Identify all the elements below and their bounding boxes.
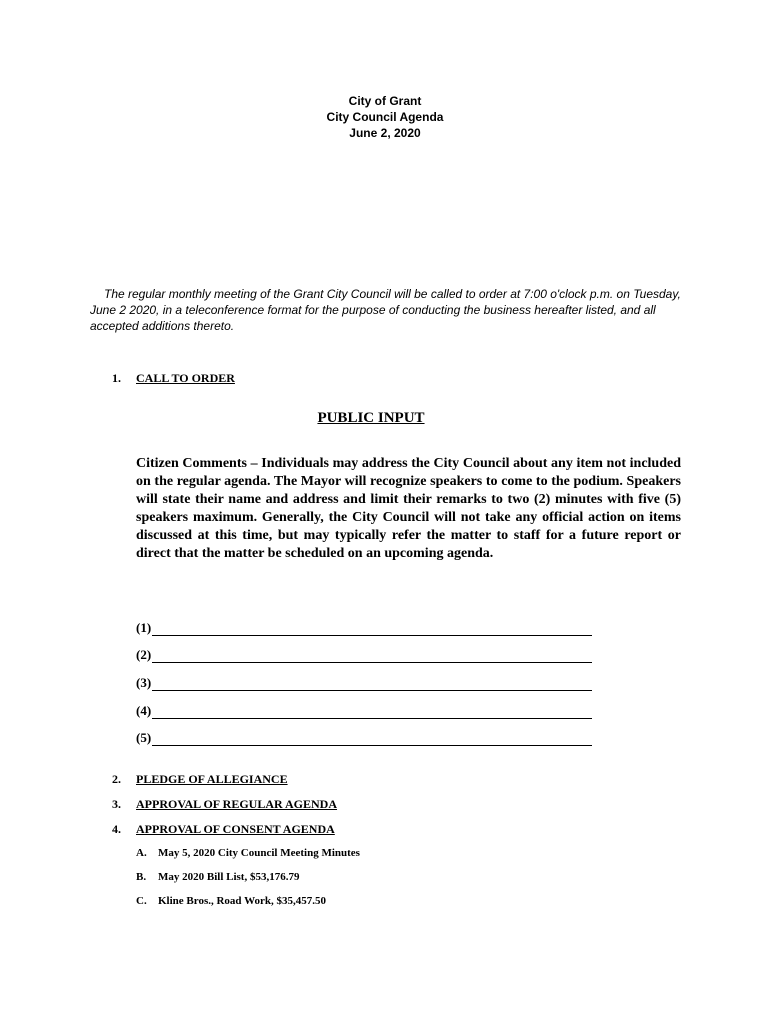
public-input-title: PUBLIC INPUT (317, 410, 425, 426)
consent-item (136, 870, 299, 884)
signature-blank (152, 705, 592, 719)
intro-paragraph: The regular monthly meeting of the Grant City Council will be called to order at 7:00 o'clock p.m. on Tuesday, June 2 2020, in a teleconference format for the purpose of conducting the business hereafter listed, and all accepted additions thereto. (90, 287, 681, 333)
agenda-item-pledge (112, 772, 288, 786)
consent-item (136, 846, 360, 860)
item-number: 3. (112, 797, 121, 811)
consent-text: Kline Bros., Road Work, $35,457.50 (158, 895, 326, 907)
speaker-number: (3) (136, 675, 152, 690)
agenda-title: City Council Agenda (326, 110, 444, 124)
item-number: 2. (112, 772, 121, 786)
agenda-item-consent-agenda (112, 822, 335, 836)
city-name: City of Grant (348, 94, 422, 108)
item-label: APPROVAL OF CONSENT AGENDA (136, 822, 335, 836)
signature-blank (152, 649, 592, 663)
speaker-line (136, 647, 592, 663)
item-number: 1. (112, 371, 121, 385)
item-label: APPROVAL OF REGULAR AGENDA (136, 797, 338, 811)
signature-blank (152, 677, 592, 691)
speaker-line (136, 730, 592, 746)
speaker-line (136, 675, 592, 691)
speaker-line (136, 703, 592, 719)
consent-letter: B. (136, 871, 147, 883)
consent-text: May 2020 Bill List, $53,176.79 (158, 871, 300, 883)
item-label: CALL TO ORDER (136, 371, 235, 385)
agenda-header (0, 93, 770, 141)
speaker-number: (2) (136, 647, 152, 662)
signature-blank (152, 732, 592, 746)
speaker-line (136, 620, 592, 636)
speaker-number: (4) (136, 703, 152, 718)
consent-letter: C. (136, 895, 147, 907)
agenda-item-call-to-order (112, 371, 235, 385)
citizen-comments-paragraph: Citizen Comments – Individuals may address the City Council about any item not included on the regular agenda. The Mayor will recognize speakers to come to the podium. Speakers will state their name and address and limit their remarks to two (2) minutes with five (5) speakers maximum. Generally, the City Council will not take any official action on items discussed at this time, but may typically refer the matter to staff for a future report or direct that the matter be scheduled on an upcoming agenda. (136, 456, 681, 561)
item-number: 4. (112, 822, 121, 836)
speaker-number: (1) (136, 620, 152, 635)
item-label: PLEDGE OF ALLEGIANCE (136, 772, 288, 786)
consent-letter: A. (136, 847, 147, 859)
signature-blank (152, 622, 592, 636)
consent-text: May 5, 2020 City Council Meeting Minutes (158, 847, 360, 859)
agenda-item-regular-agenda (112, 797, 337, 811)
consent-item (136, 894, 326, 908)
speaker-number: (5) (136, 730, 152, 745)
agenda-date: June 2, 2020 (349, 126, 421, 140)
